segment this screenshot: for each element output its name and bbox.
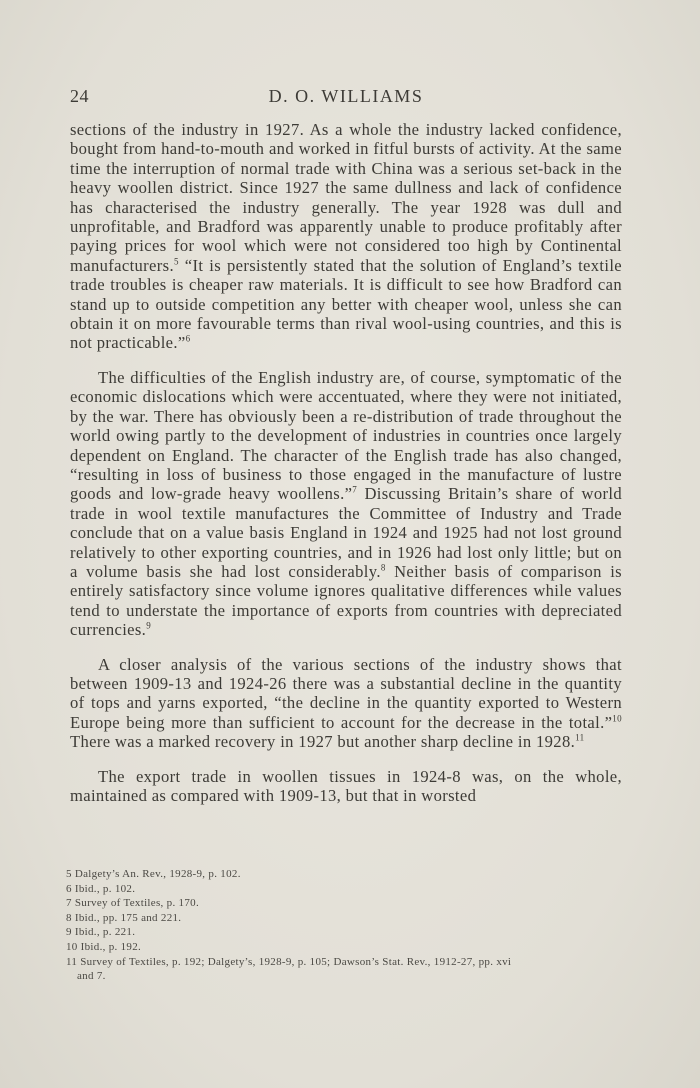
body-text xyxy=(70,120,622,805)
footnote-reference: 7 xyxy=(352,484,358,495)
footnote-text: 6 Ibid., p. 102. xyxy=(66,882,136,895)
footnote-reference: 6 xyxy=(185,333,191,344)
footnote-reference: 8 xyxy=(380,562,386,573)
footnotes xyxy=(66,867,626,984)
footnote-text: 11 Survey of Textiles, p. 192; Dalgety’s, 1928-9, p. 105; Dawson’s Stat. Rev., 1912-27, pp. xvi xyxy=(66,955,512,968)
paragraph xyxy=(70,120,622,353)
paragraph-text: A closer analysis of the various sections of the industry shows that between 1909-13 and 1924-26 there was a substantial decline in the quantity of tops and yarns exported, “the decline in the quantity exported to Western Europe being more than sufficient to account for the decrease in the total.” xyxy=(70,654,622,732)
footnote xyxy=(66,896,626,911)
footnote-reference: 10 xyxy=(612,713,622,724)
paragraph-text: There was a marked recovery in 1927 but another sharp decline in 1928. xyxy=(70,732,576,752)
page-header xyxy=(70,86,622,110)
paragraph-text: The difficulties of the English industry are, of course, symptomatic of the economic dislocations which were accentuated, where they were not initiated, by the war. There has obviously been a re-distribution of trade throughout the world owing partly to the development of industries in countries once largely dependent on England. The character of the English trade has also changed, “resulting in loss of business to those engaged in the manufacture of lustre goods and low-grade heavy woollens.” xyxy=(70,367,622,504)
page-number: 24 xyxy=(70,86,89,106)
footnote xyxy=(66,867,626,882)
footnote-text: 8 Ibid., pp. 175 and 221. xyxy=(66,911,182,924)
footnote-text: 9 Ibid., p. 221. xyxy=(66,926,136,939)
footnote-text: 7 Survey of Textiles, p. 170. xyxy=(66,897,199,910)
paragraph xyxy=(70,767,622,806)
paragraph-text: Discussing Britain’s share of world trade in wool textile manufactures the Committee of Industry and Trade conclude that on a value basis England in 1924 and 1925 had not lost ground relatively to other exporting countries, and in 1926 had lost only little; but on a volume basis she had lost considerably. xyxy=(70,484,622,581)
footnote-reference: 5 xyxy=(173,256,179,267)
footnote xyxy=(66,882,626,897)
footnote xyxy=(66,925,626,940)
footnote-reference: 11 xyxy=(575,732,585,743)
footnote xyxy=(66,955,626,984)
paragraph xyxy=(70,655,622,752)
footnote xyxy=(66,940,626,955)
footnote xyxy=(66,911,626,926)
paragraph-text: Neither basis of comparison is entirely satisfactory since volume ignores qualitative differences while values tend to understate the importance of exports from countries with depreciated currencies. xyxy=(70,561,622,640)
footnote-text: 10 Ibid., p. 192. xyxy=(66,940,142,953)
paragraph-text: sections of the industry in 1927. As a whole the industry lacked confidence, bought from hand-to-mouth and worked in fitful bursts of activity. At the same time the interruption of normal trade with China was a serious set-back in the heavy woollen district. Since 1927 the same dullness and lack of confidence has characterised the industry generally. The year 1928 was dull and unprofitable, and Bradford was apparently unable to produce profitably after paying prices for wool which were not considered too high by Continental manufacturers. xyxy=(70,120,622,275)
paragraph xyxy=(70,368,622,640)
footnote-text: and 7. xyxy=(77,970,106,983)
footnote-reference: 9 xyxy=(146,620,152,631)
running-head-author: D. O. WILLIAMS xyxy=(268,86,424,106)
footnote-text: 5 Dalgety’s An. Rev., 1928-9, p. 102. xyxy=(66,868,241,880)
paragraph-text: The export trade in woollen tissues in 1924-8 was, on the whole, maintained as compared with 1909-13, but that in worsted xyxy=(70,766,622,805)
paragraph-text: “It is persistently stated that the solution of England’s textile trade troubles is cheaper raw materials. It is difficult to see how Bradford can stand up to outside competition any better with cheaper wool, unless she can obtain it on more favourable terms than rival wool-using countries, and this is not practicable.” xyxy=(70,255,622,353)
